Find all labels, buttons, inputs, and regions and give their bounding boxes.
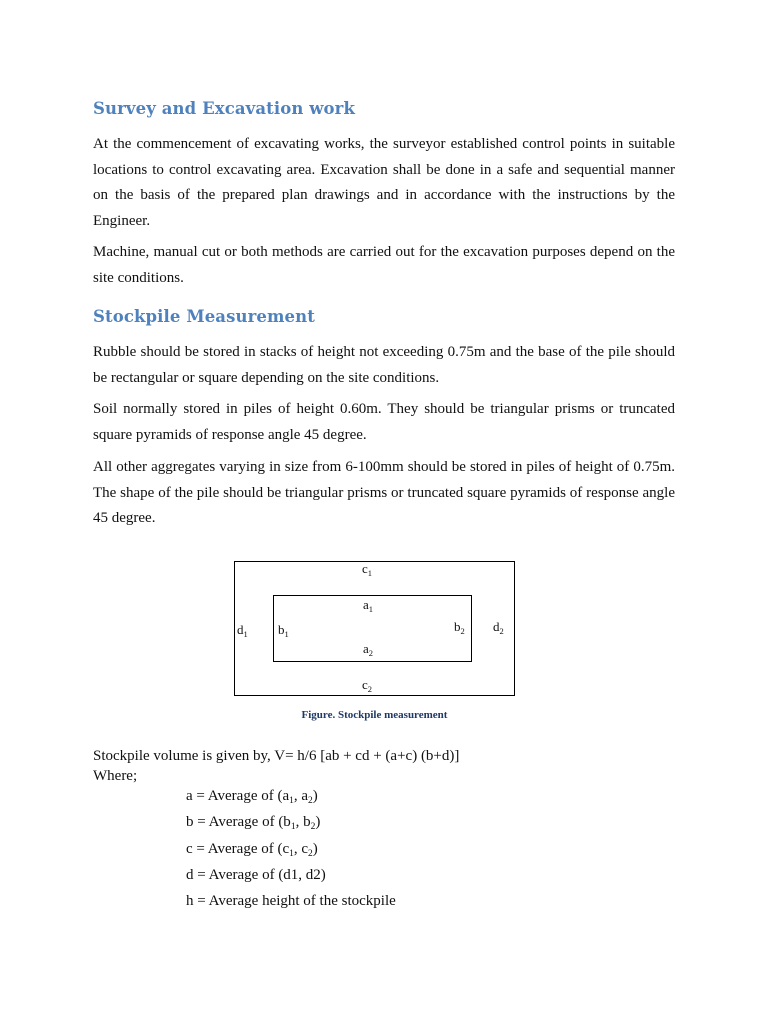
label-a1: $a_1$ — [363, 597, 374, 614]
definition-a: a = Average of ($a_1$, $a_2$) — [186, 788, 318, 806]
heading-survey-excavation: Survey and Excavation work — [93, 99, 355, 118]
paragraph-stockpile-3: All other aggregates varying in size from 6-100mm should be stored in piles of height of 0.75m. The shape of the pile should be triangular prisms or truncated square pyramids of response angle 45 degree. — [93, 459, 675, 526]
label-b2: $b_2$ — [454, 619, 465, 636]
where-label: Where; — [93, 768, 138, 784]
stockpile-diagram — [234, 561, 515, 696]
label-b1: $b_1$ — [278, 622, 289, 639]
figure-caption: Figure. Stockpile measurement — [301, 709, 448, 721]
label-a2: $a_2$ — [363, 641, 374, 658]
definition-list — [186, 786, 396, 917]
label-c2: $c_2$ — [362, 677, 373, 694]
paragraph-stockpile-2: Soil normally stored in piles of height 0.60m. They should be triangular prisms or truncated square pyramids of response angle 45 degree. — [93, 401, 675, 443]
definition-d: d = Average of (d1, d2) — [186, 866, 326, 883]
label-d1: $d_1$ — [237, 622, 248, 639]
definition-h: h = Average height of the stockpile — [186, 893, 396, 910]
label-d2: $d_2$ — [493, 619, 504, 636]
paragraph-stockpile-1: Rubble should be stored in stacks of height not exceeding 0.75m and the base of the pile should be rectangular or square depending on the site conditions. — [93, 344, 675, 386]
heading-stockpile-measurement: Stockpile Measurement — [93, 307, 315, 326]
paragraph-survey-1: At the commencement of excavating works, the surveyor established control points in suitable locations to control excavating area. Excavation shall be done in a safe and sequential manner on the basis of the prepared plan drawings and in accordance with the instructions by the Engineer. — [93, 136, 675, 229]
definition-c: c = Average of ($c_1$, $c_2$) — [186, 840, 318, 859]
definition-b: b = Average of ($b_1$, $b_2$) — [186, 814, 321, 833]
paragraph-survey-2: Machine, manual cut or both methods are carried out for the excavation purposes depend on the site conditions. — [93, 244, 675, 286]
volume-formula: Stockpile volume is given by, V= h/6 [ab + cd + (a+c) (b+d)] — [93, 748, 460, 764]
label-c1: $c_1$ — [362, 561, 373, 578]
